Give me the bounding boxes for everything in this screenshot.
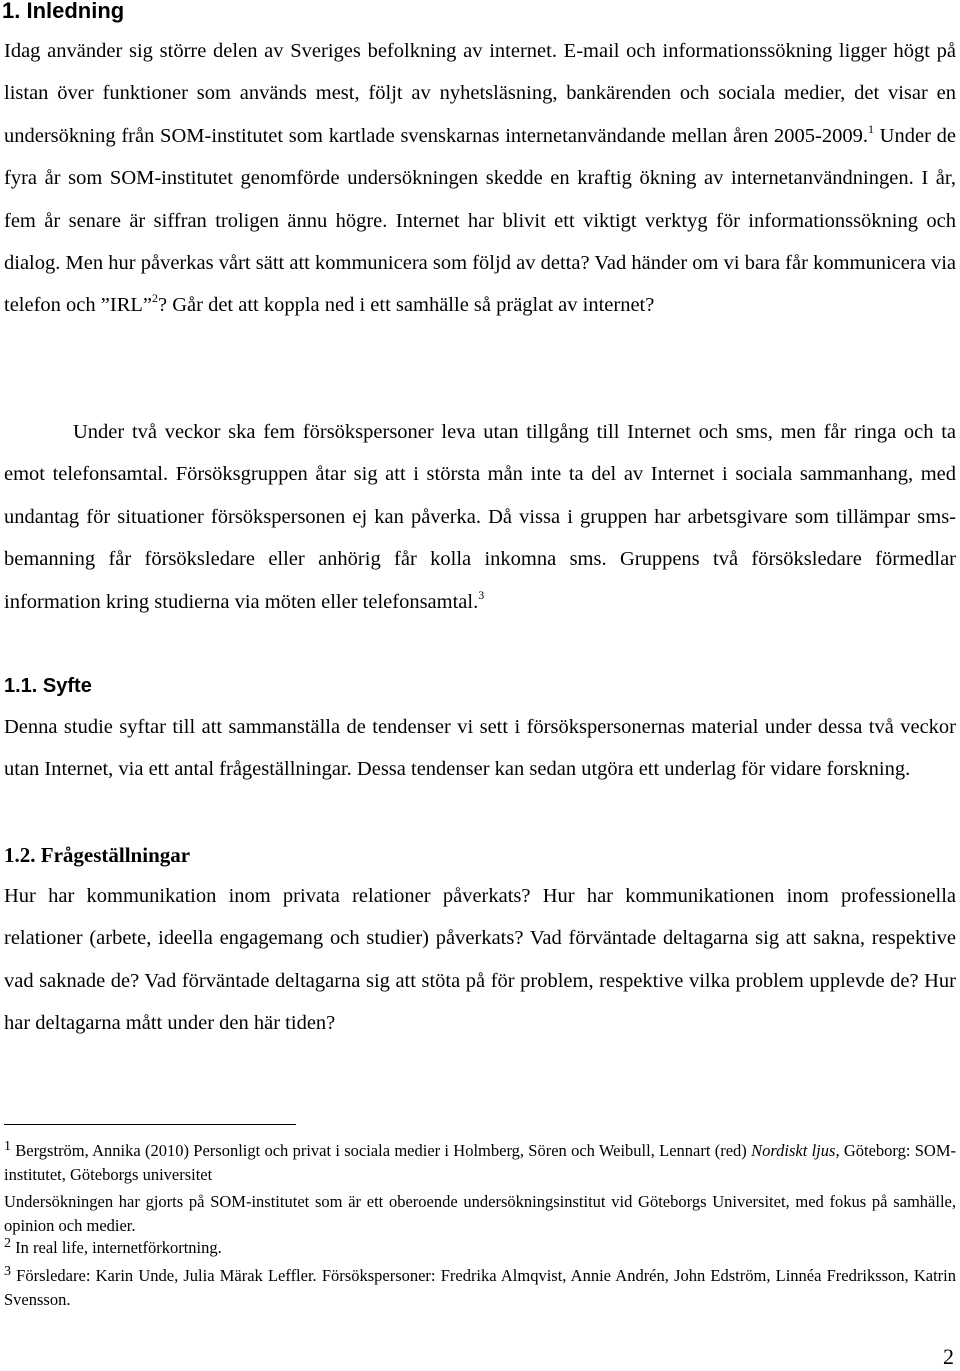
footnote-2-text: In real life, internetförkortning. — [11, 1238, 222, 1257]
footnote-1-text: Bergström, Annika (2010) Personligt och privat i sociala medier i Holmberg, Sören och Weibull, Lennart (red) — [11, 1141, 752, 1160]
fragestallningar-paragraph: Hur har kommunikation inom privata relationer påverkats? Hur har kommunikationen inom professionella relationer (arbete, ideella engagemang och studier) påverkats? Vad förväntade deltagarna sig att sakna, respektive vad saknade de? Vad förväntade deltagarna sig att stöta på för problem, respektive vilka problem upplevde de? Hur har deltagarna mått under den här tiden? — [4, 885, 956, 1035]
footnote-1-number: 1 — [4, 1139, 11, 1154]
footnote-separator — [4, 1124, 296, 1125]
footnote-1-title: Nordiskt ljus — [751, 1141, 836, 1160]
intro-text-2: Under de fyra år som SOM-institutet genomförde undersökningen skedde en kraftig ökning av internetanvändningen. I år, fem år senare är siffran troligen ännu högre. Internet har blivit ett viktigt verktyg för informationssökning och dialog. Men hur påverkas vårt sätt att kommunicera som följd av detta? Vad händer om vi bara får kommunicera via telefon och ”IRL” — [4, 124, 956, 317]
heading-syfte: 1.1. Syfte — [4, 675, 92, 697]
syfte-paragraph: Denna studie syftar till att sammanställa de tendenser vi sett i försökspersonernas material under dessa två veckor utan Internet, via ett antal frågeställningar. Dessa tendenser kan sedan utgöra ett underlag för vidare forskning. — [4, 716, 956, 781]
intro-text-3: ? Går det att koppla ned i ett samhälle så präglat av internet? — [157, 294, 655, 317]
footnote-3-text: Försledare: Karin Unde, Julia Märak Leffler. Försökspersoner: Fredrika Almqvist, Annie Andrén, John Edström, Linnéa Fredriksson, Katrin Svensson. — [4, 1266, 956, 1309]
heading-inledning: 1. Inledning — [2, 0, 125, 23]
footnote-3 — [4, 1264, 956, 1311]
footnote-ref-3: 3 — [478, 587, 485, 602]
footnote-1-publisher: , Göteborg: SOM-institutet, Göteborgs universitet — [4, 1141, 956, 1184]
footnote-ref-2: 2 — [151, 291, 158, 306]
footnote-2 — [4, 1236, 956, 1260]
footnote-1-note: Undersökningen har gjorts på SOM-institutet som är ett oberoende undersökningsinstitut vid Göteborgs Universitet, med fokus på samhälle, opinion och medier. — [4, 1192, 956, 1235]
intro-text-1: Idag använder sig större delen av Sveriges befolkning av internet. E-mail och informationssökning ligger högt på listan över funktioner som används mest, följt av nyhetsläsning, bankärenden och sociala medier, det visar en undersökning från SOM-institutet som kartlade svenskarnas internetanvändande mellan åren 2005-2009. — [4, 40, 956, 147]
intro-paragraph — [4, 30, 956, 327]
footnote-3-number: 3 — [4, 1264, 11, 1279]
method-paragraph — [4, 411, 956, 623]
page-number: 2 — [943, 1344, 954, 1369]
method-text: Under två veckor ska fem försökspersoner leva utan tillgång till Internet och sms, men får ringa och ta emot telefonsamtal. Försöksgruppen åtar sig att i största mån inte ta del av Internet i sociala sammanhang, med undantag för situationer försökspersonen ej kan påverka. Då vissa i gruppen har arbetsgivare som tillämpar sms-bemanning får försöksledare eller anhörig får kolla inkomna sms. Gruppens två försöksledare förmedlar information kring studierna via möten eller telefonsamtal. — [4, 421, 956, 613]
footnote-1 — [4, 1139, 956, 1186]
footnote-ref-1: 1 — [867, 121, 874, 136]
footnote-2-number: 2 — [4, 1236, 11, 1251]
heading-fragestallningar: 1.2. Frågeställningar — [4, 843, 191, 867]
